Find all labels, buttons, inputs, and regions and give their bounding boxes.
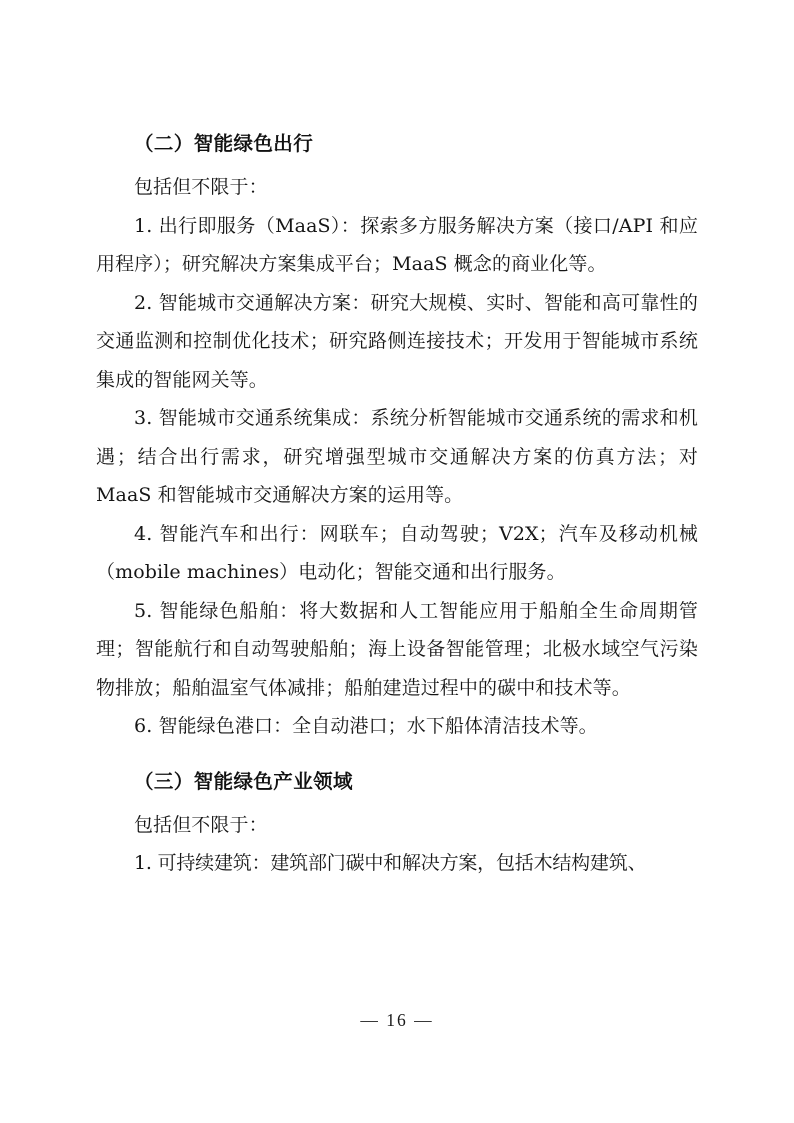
- section-two-item-6: 6. 智能绿色港口：全自动港口；水下船体清洁技术等。: [134, 715, 598, 737]
- section-three-item-1: 1. 可持续建筑：建筑部门碳中和解决方案，包括木结构建筑、: [134, 852, 647, 874]
- section-two-item-4: 4. 智能汽车和出行：网联车；自动驾驶；V2X；汽车及移动机械（mobile machines）电动化；智能交通和出行服务。: [96, 522, 698, 583]
- document-body: [96, 126, 698, 883]
- section-two-item-5: 5. 智能绿色船舶：将大数据和人工智能应用于船舶全生命周期管理；智能航行和自动驾驶船舶；海上设备智能管理；北极水域空气污染物排放；船舶温室气体减排；船舶建造过程中的碳中和技术等。: [96, 599, 698, 699]
- section-three-intro: 包括但不限于：: [134, 813, 268, 836]
- section-heading-two: （二）智能绿色出行: [134, 132, 314, 155]
- section-heading-three: （三）智能绿色产业领域: [134, 769, 353, 793]
- section-two-item-1: 1. 出行即服务（MaaS）：探索多方服务解决方案（接口/API 和应用程序）；研究解决方案集成平台；MaaS 概念的商业化等。: [96, 214, 698, 275]
- section-two-intro: 包括但不限于：: [134, 176, 268, 198]
- section-two-item-3: 3. 智能城市交通系统集成：系统分析智能城市交通系统的需求和机遇；结合出行需求，研究增强型城市交通解决方案的仿真方法；对 MaaS 和智能城市交通解决方案的运用等。: [96, 407, 698, 506]
- section-two-item-2: 2. 智能城市交通解决方案：研究大规模、实时、智能和高可靠性的交通监测和控制优化技术；研究路侧连接技术；开发用于智能城市系统集成的智能网关等。: [96, 291, 698, 391]
- page-number: — 16 —: [360, 1010, 434, 1030]
